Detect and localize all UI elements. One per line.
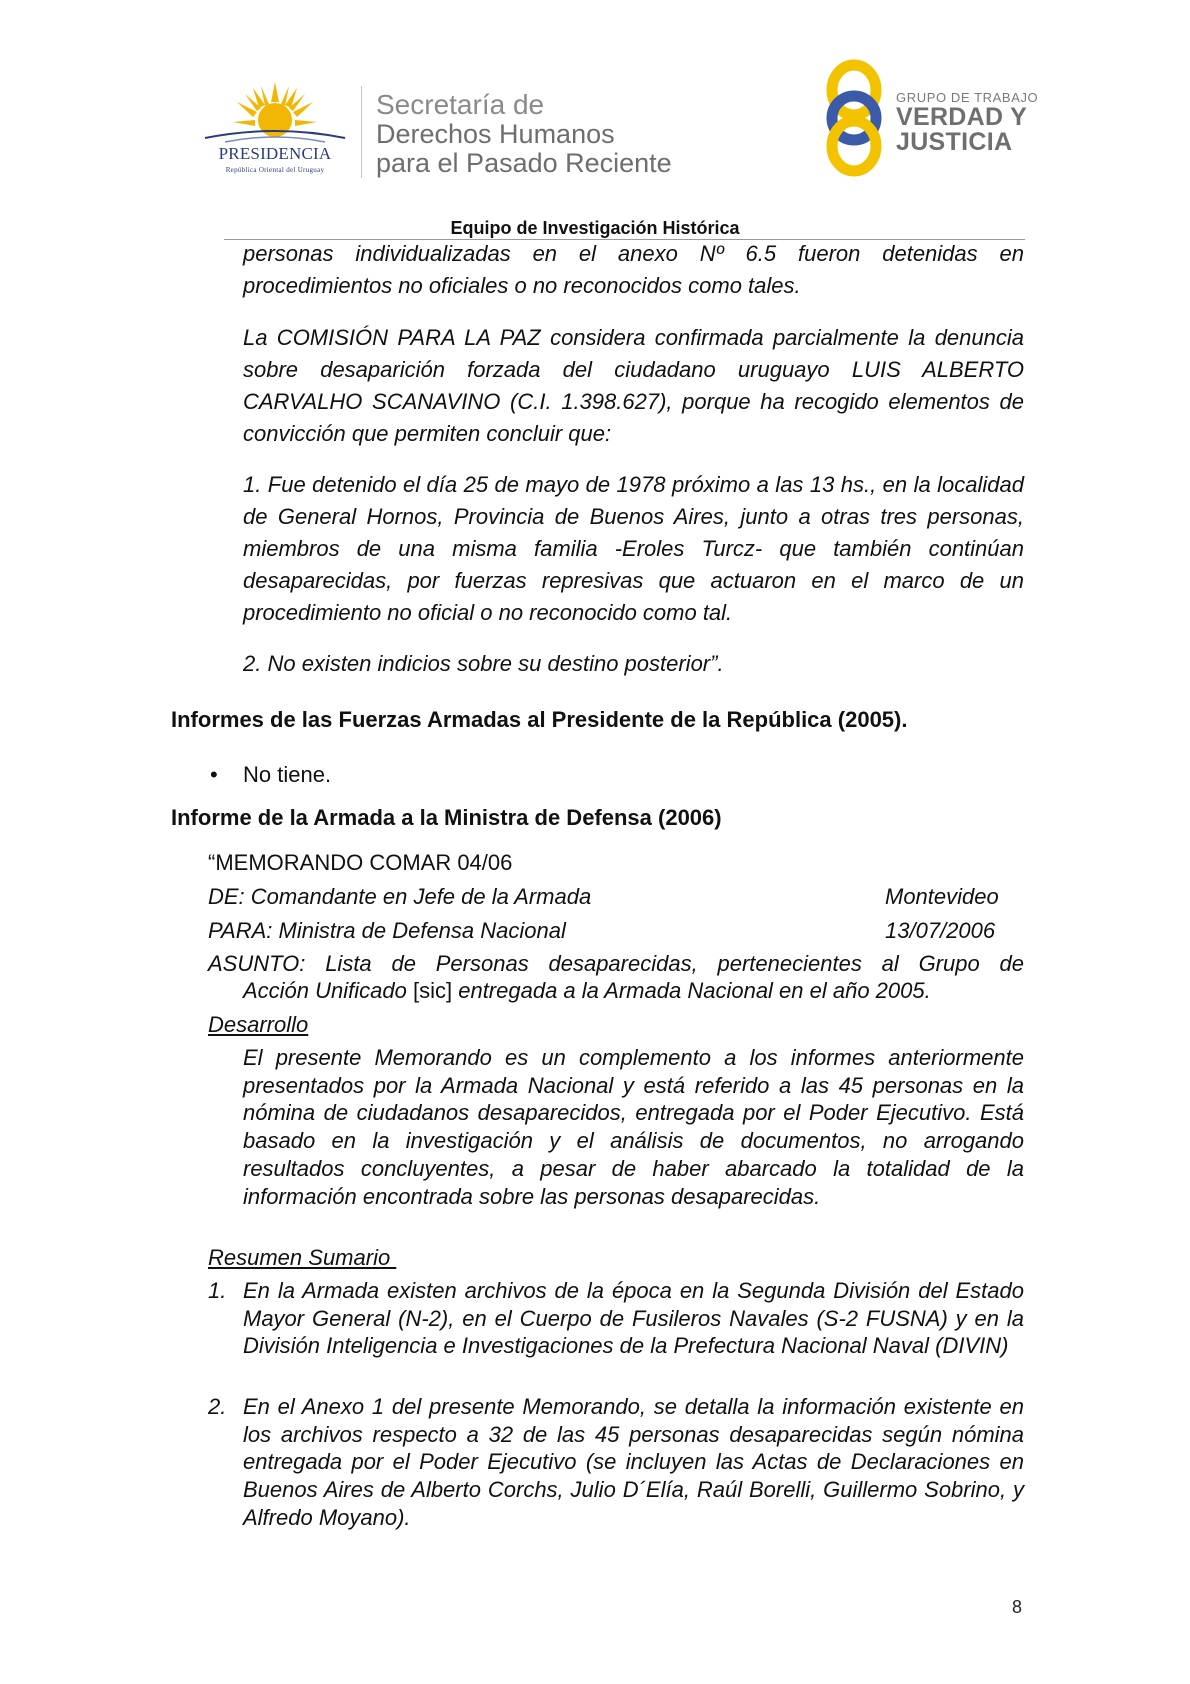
presidencia-logo — [195, 80, 355, 180]
memo-asunto-line-1 — [208, 950, 1024, 978]
list-item-text: No tiene. — [243, 762, 332, 787]
memo-lugar: Montevideo — [885, 884, 999, 909]
sun-icon — [195, 80, 355, 150]
secretaria-title — [376, 90, 672, 178]
memo-asunto-b2: entregada a la Armada Nacional en el año 2005. — [452, 978, 931, 1003]
presidencia-text: PRESIDENCIA — [218, 144, 332, 163]
header-separator — [361, 86, 362, 178]
resumen-item-1 — [208, 1277, 1024, 1360]
verdad-label: VERDAD Y — [896, 103, 1028, 131]
memo-asunto-b1: Acción Unificado — [243, 978, 413, 1003]
secretaria-line-3: para el Pasado Reciente — [376, 148, 672, 178]
item-text: En el Anexo 1 del presente Memorando, se detalla la información existente en los archivos respecto a 32 de las 45 personas desaparecidas según nómina entregada por el Poder Ejecutivo (se incluyen las Actas de Declaraciones en Buenos Aires de Alberto Corchs, Julio D´Elía, Raúl Borelli, Guillermo Sobrino, y Alfredo Moyano). — [243, 1394, 1024, 1530]
memo-para: PARA: Ministra de Defensa Nacional — [208, 918, 566, 943]
heading-informe-armada: Informe de la Armada a la Ministra de Defensa (2006) — [171, 805, 722, 830]
resumen-item-2 — [208, 1393, 1024, 1532]
memo-asunto-sic: [sic] — [412, 978, 453, 1003]
justicia-label: JUSTICIA — [896, 128, 1013, 156]
item-number: 1. — [208, 1278, 227, 1303]
secretaria-line-2: Derechos Humanos — [376, 119, 615, 149]
item-number: 2. — [208, 1394, 227, 1419]
grupo-trabajo-title — [896, 90, 1038, 155]
memo-de: DE: Comandante en Jefe de la Armada — [208, 884, 592, 909]
resumen-heading: Resumen Sumario — [208, 1245, 397, 1270]
paragraph-3: 1. Fue detenido el día 25 de mayo de 1978 próximo a las 13 hs., en la localidad de General Hornos, Provincia de Buenos Aires, junto a otras tres personas, miembros de una misma familia -Eroles Turcz- que también continúan desaparecidas, por fuerzas represivas que actuaron en el marco de un procedimiento no oficial o no reconocido como tal. — [243, 472, 1024, 625]
paragraph-4: 2. No existen indicios sobre su destino posterior”. — [243, 651, 724, 676]
memo-title: “MEMORANDO COMAR 04/06 — [208, 850, 513, 875]
desarrollo-heading: Desarrollo — [208, 1012, 309, 1037]
page-number: 8 — [1012, 1597, 1023, 1617]
list-item — [210, 762, 331, 788]
desarrollo-paragraph: El presente Memorando es un complemento a los informes anteriormente presentados por la Armada Nacional y está referido a las 45 personas en la nómina de ciudadanos desaparecidos, entregada por el Poder Ejecutivo. Está basado en la investigación y el análisis de documentos, no arrogando resultados concluyentes, a pesar de haber abarcado la totalidad de la información encontrada sobre las personas desaparecidas. — [243, 1045, 1024, 1209]
heading-informes-ffaa: Informes de las Fuerzas Armadas al Presidente de la República (2005). — [171, 707, 908, 732]
paragraph-1: personas individualizadas en el anexo Nº 6.5 fueron detenidas en procedimientos no oficiales o no reconocidos como tales. — [243, 241, 1024, 298]
paragraph-2: La COMISIÓN PARA LA PAZ considera confirmada parcialmente la denuncia sobre desaparición forzada del ciudadano uruguayo LUIS ALBERTO CARVALHO SCANAVINO (C.I. 1.398.627), porque ha recogido elementos de convicción que permiten concluir que: — [243, 325, 1024, 446]
bullet-marker: • — [210, 762, 218, 787]
equipo-heading: Equipo de Investigación Histórica — [450, 218, 740, 238]
item-text: En la Armada existen archivos de la época en la Segunda División del Estado Mayor General (N-2), en el Cuerpo de Fusileros Navales (S-2 FUSNA) y en la División Inteligencia e Investigaciones de la Prefectura Nacional Naval (DIVIN) — [243, 1278, 1024, 1359]
memo-asunto-line-2 — [243, 978, 931, 1004]
secretaria-line-1: Secretaría de — [376, 89, 545, 120]
grupo-trabajo-label: GRUPO DE TRABAJO — [896, 90, 1039, 105]
presidencia-subtext: República Oriental del Uruguay — [225, 166, 325, 174]
memo-asunto-a: ASUNTO: Lista de Personas desaparecidas, pertenecientes al Grupo de — [208, 951, 1024, 976]
memo-fecha: 13/07/2006 — [885, 918, 996, 943]
